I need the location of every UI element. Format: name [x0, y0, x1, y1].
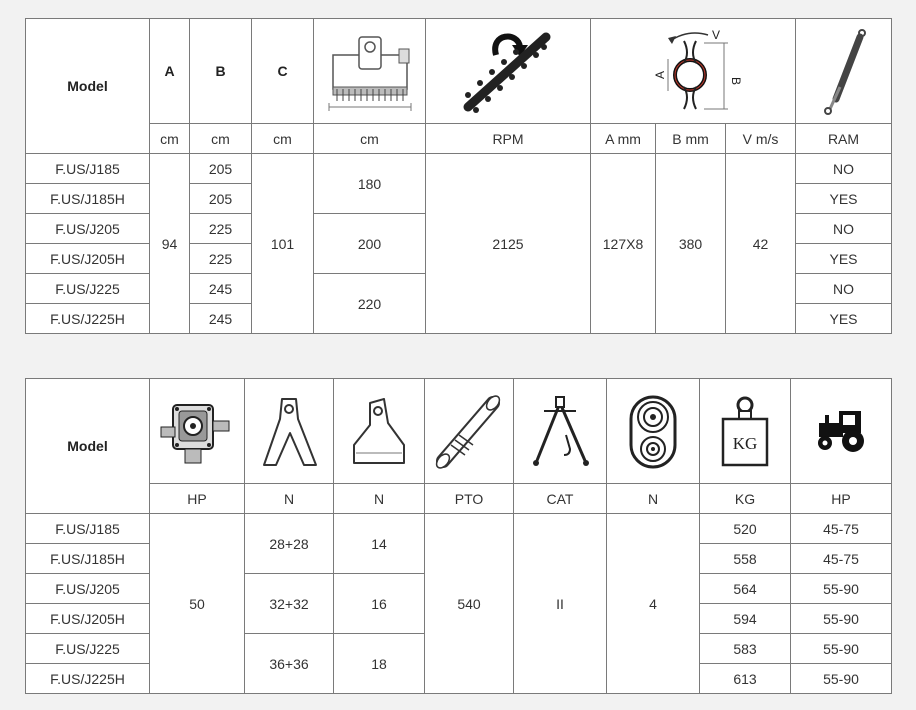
ram-value: NO — [796, 154, 892, 184]
model-cell: F.US/J185H — [26, 544, 150, 574]
rotor-frame-icon — [314, 19, 426, 124]
model-header: Model — [26, 379, 150, 514]
tractor-hp-value: 55-90 — [791, 664, 892, 694]
model-cell: F.US/J185 — [26, 154, 150, 184]
unit-b-mm: B mm — [656, 124, 726, 154]
v-ms-value: 42 — [726, 154, 796, 334]
b-value: 205 — [190, 184, 252, 214]
cat-value: II — [514, 514, 607, 694]
kg-value: 520 — [700, 514, 791, 544]
col-a-header: A — [150, 19, 190, 124]
rotor-rotation-icon — [426, 19, 591, 124]
belt-section-diagram-icon — [591, 19, 796, 124]
a-value: 94 — [150, 154, 190, 334]
kg-value: 583 — [700, 634, 791, 664]
kg-value: 594 — [700, 604, 791, 634]
col-b-header: B — [190, 19, 252, 124]
hammers-value: 16 — [334, 574, 425, 634]
knives-value: 32+32 — [245, 574, 334, 634]
knives-value: 36+36 — [245, 634, 334, 694]
unit-width: cm — [314, 124, 426, 154]
kg-value: 613 — [700, 664, 791, 694]
ram-value: NO — [796, 214, 892, 244]
model-cell: F.US/J185H — [26, 184, 150, 214]
gearbox-icon — [150, 379, 245, 484]
three-point-hitch-icon — [514, 379, 607, 484]
belt-pulley-icon — [607, 379, 700, 484]
ram-value: YES — [796, 184, 892, 214]
unit-pto: PTO — [425, 484, 514, 514]
weight-icon-label: KG — [732, 434, 758, 453]
hammers-value: 18 — [334, 634, 425, 694]
b-mm-value: 380 — [656, 154, 726, 334]
kg-value: 558 — [700, 544, 791, 574]
ram-value: NO — [796, 274, 892, 304]
width-value: 180 — [314, 154, 426, 214]
tractor-hp-value: 55-90 — [791, 604, 892, 634]
unit-tractor-hp: HP — [791, 484, 892, 514]
ram-value: YES — [796, 304, 892, 334]
tractor-hp-value: 45-75 — [791, 544, 892, 574]
c-value: 101 — [252, 154, 314, 334]
unit-belts: N — [607, 484, 700, 514]
unit-knives: N — [245, 484, 334, 514]
spec-table-dimensions — [25, 18, 892, 334]
unit-v-ms: V m/s — [726, 124, 796, 154]
model-cell: F.US/J225H — [26, 304, 150, 334]
unit-b: cm — [190, 124, 252, 154]
pto-value: 540 — [425, 514, 514, 694]
b-value: 225 — [190, 244, 252, 274]
tractor-hp-value: 55-90 — [791, 574, 892, 604]
kg-value: 564 — [700, 574, 791, 604]
model-header: Model — [26, 19, 150, 154]
table-row — [26, 514, 892, 544]
unit-c: cm — [252, 124, 314, 154]
model-cell: F.US/J205H — [26, 604, 150, 634]
unit-a-mm: A mm — [591, 124, 656, 154]
diagram-label-v: V — [712, 28, 721, 42]
model-cell: F.US/J225 — [26, 274, 150, 304]
col-c-header: C — [252, 19, 314, 124]
b-value: 205 — [190, 154, 252, 184]
hydraulic-ram-icon — [796, 19, 892, 124]
hammer-blade-icon — [334, 379, 425, 484]
tractor-hp-value: 45-75 — [791, 514, 892, 544]
y-knife-icon — [245, 379, 334, 484]
gearbox-hp-value: 50 — [150, 514, 245, 694]
rpm-value: 2125 — [426, 154, 591, 334]
unit-hammers: N — [334, 484, 425, 514]
hammers-value: 14 — [334, 514, 425, 574]
unit-a: cm — [150, 124, 190, 154]
b-value: 245 — [190, 304, 252, 334]
weight-icon — [700, 379, 791, 484]
model-cell: F.US/J225 — [26, 634, 150, 664]
b-value: 225 — [190, 214, 252, 244]
pto-shaft-icon — [425, 379, 514, 484]
unit-cat: CAT — [514, 484, 607, 514]
width-value: 220 — [314, 274, 426, 334]
diagram-label-b: B — [729, 77, 743, 86]
table-row — [26, 154, 892, 184]
tractor-icon — [791, 379, 892, 484]
tractor-hp-value: 55-90 — [791, 634, 892, 664]
knives-value: 28+28 — [245, 514, 334, 574]
model-cell: F.US/J205 — [26, 574, 150, 604]
model-cell: F.US/J185 — [26, 514, 150, 544]
belts-value: 4 — [607, 514, 700, 694]
width-value: 200 — [314, 214, 426, 274]
diagram-label-a: A — [653, 70, 667, 79]
unit-gearbox-hp: HP — [150, 484, 245, 514]
spec-table-equipment — [25, 378, 892, 694]
b-value: 245 — [190, 274, 252, 304]
unit-kg: KG — [700, 484, 791, 514]
unit-ram: RAM — [796, 124, 892, 154]
model-cell: F.US/J205 — [26, 214, 150, 244]
a-mm-value: 127X8 — [591, 154, 656, 334]
ram-value: YES — [796, 244, 892, 274]
unit-rpm: RPM — [426, 124, 591, 154]
model-cell: F.US/J225H — [26, 664, 150, 694]
model-cell: F.US/J205H — [26, 244, 150, 274]
